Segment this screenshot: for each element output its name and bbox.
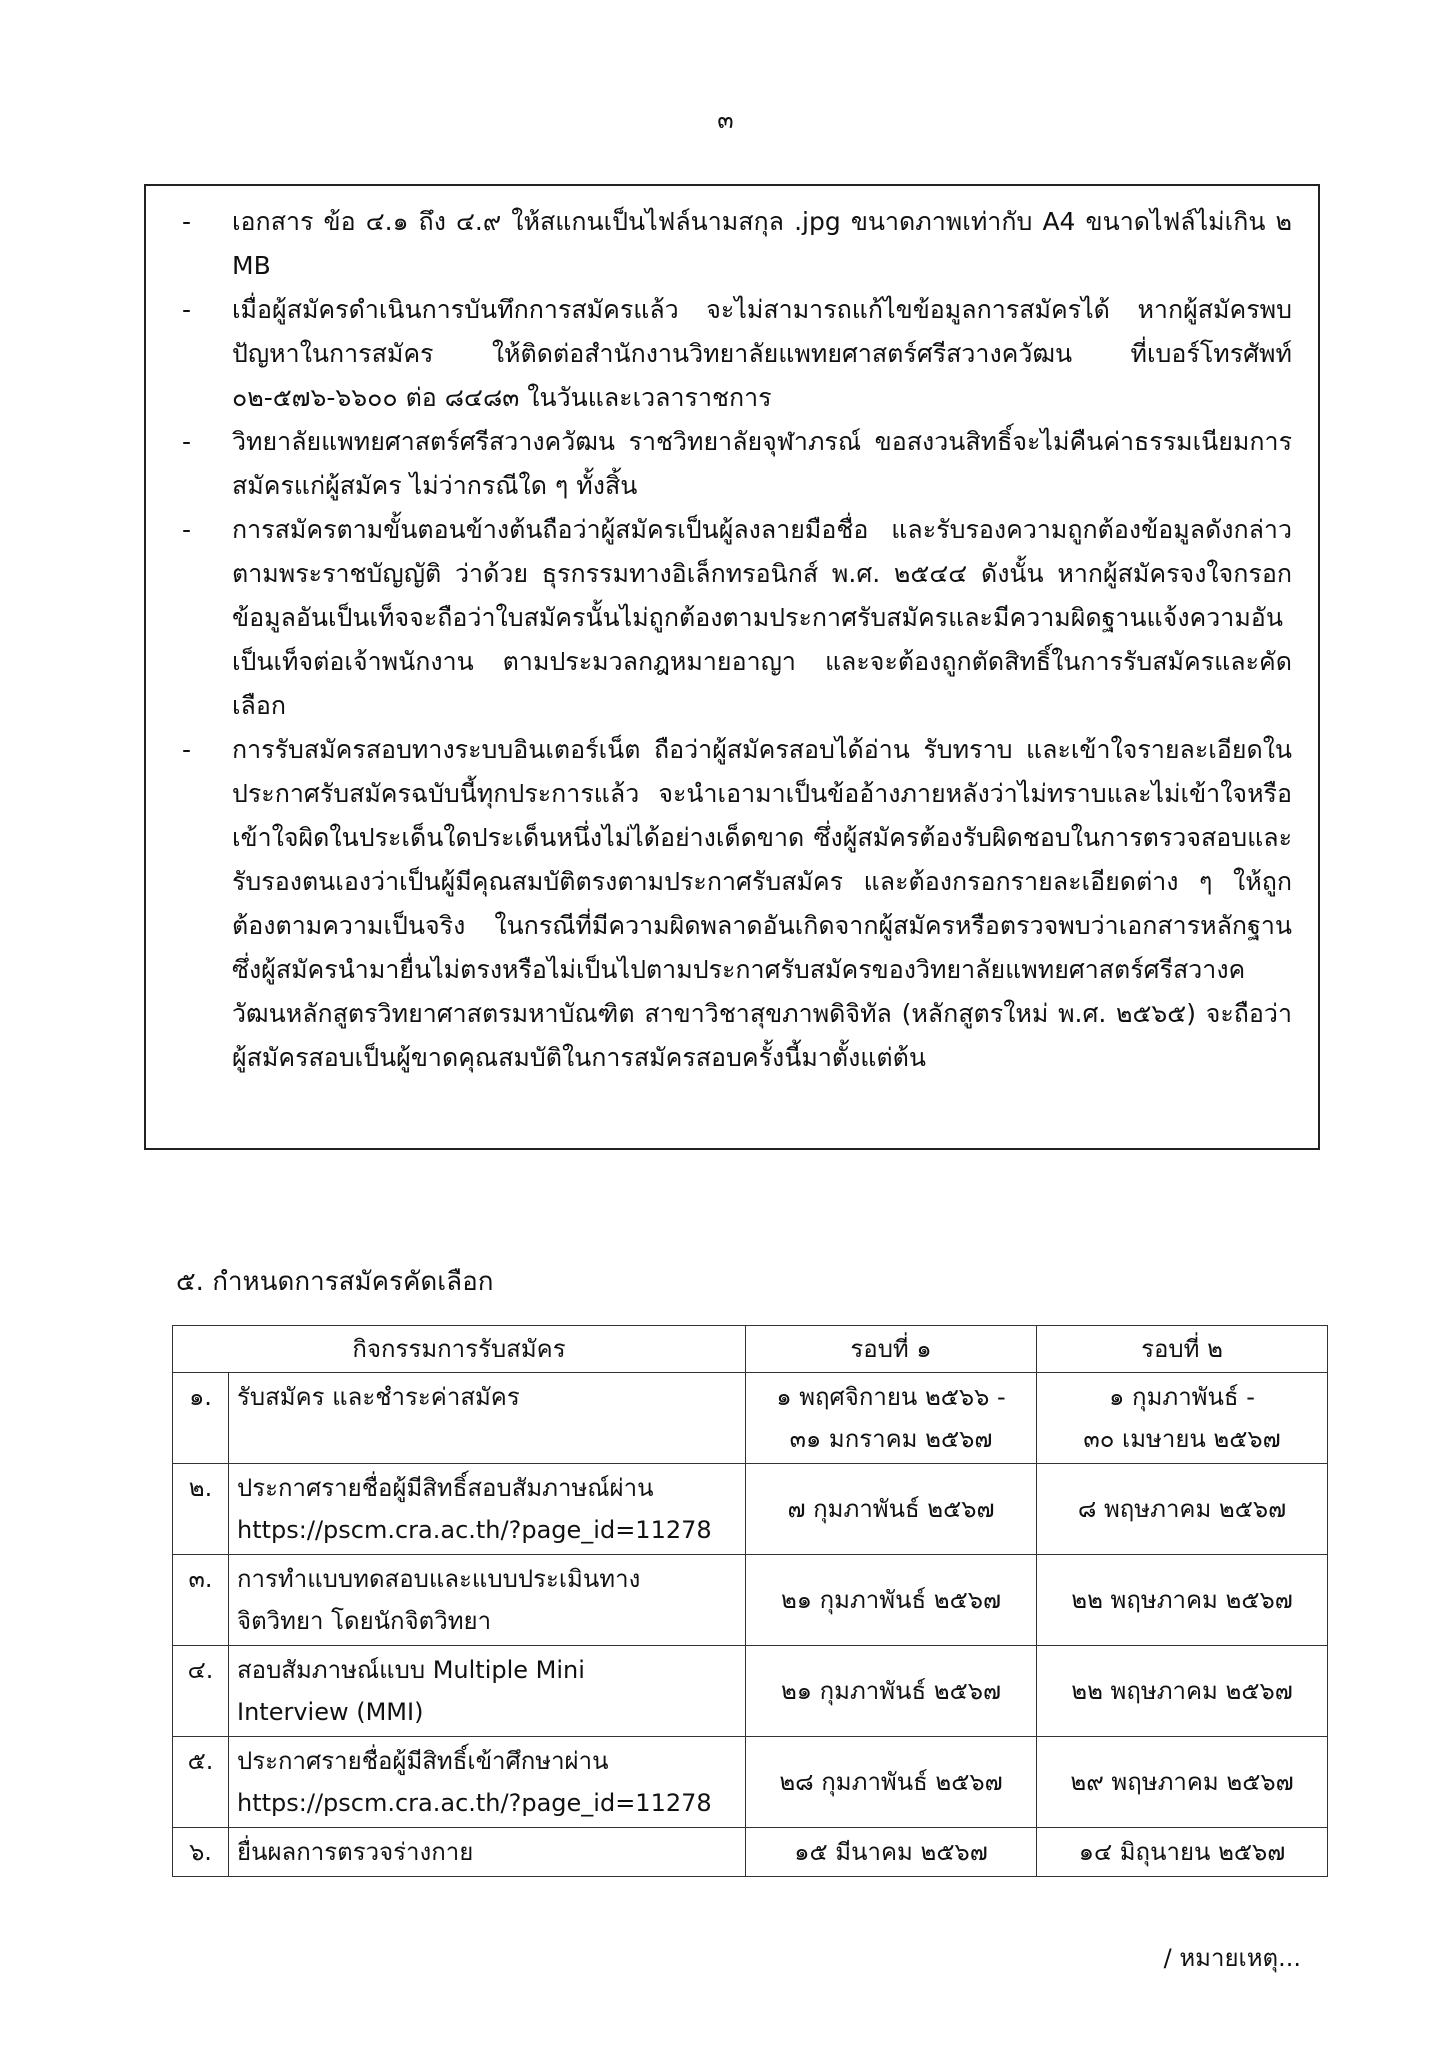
bullet-dash: - xyxy=(182,427,192,456)
schedule-table xyxy=(172,1325,1328,1877)
table-row xyxy=(173,1555,1328,1646)
date-line: ๒๒ พฤษภาคม ๒๕๖๗ xyxy=(1071,1586,1293,1614)
activity-line: รับสมัคร และชำระค่าสมัคร xyxy=(237,1383,520,1411)
round-1-date xyxy=(746,1464,1037,1555)
bullet-dash: - xyxy=(182,735,192,764)
date-line: ๑ พฤศจิกายน ๒๕๖๖ - xyxy=(776,1383,1006,1411)
activity-cell xyxy=(229,1737,746,1828)
row-number: ๖. xyxy=(173,1828,229,1877)
round-2-date xyxy=(1037,1646,1328,1737)
table-row xyxy=(173,1646,1328,1737)
activity-line: https://pscm.cra.ac.th/?page_id=11278 xyxy=(237,1516,712,1544)
row-number: ๒. xyxy=(173,1464,229,1555)
activity-cell xyxy=(229,1555,746,1646)
round-2-date xyxy=(1037,1373,1328,1464)
header-round-1: รอบที่ ๑ xyxy=(746,1326,1037,1373)
date-line: ๓๑ มกราคม ๒๕๖๗ xyxy=(789,1425,993,1453)
row-number: ๓. xyxy=(173,1555,229,1646)
table-row xyxy=(173,1737,1328,1828)
activity-line: https://pscm.cra.ac.th/?page_id=11278 xyxy=(237,1789,712,1817)
header-round-2: รอบที่ ๒ xyxy=(1037,1326,1328,1373)
notice-item xyxy=(182,508,1292,728)
activity-cell xyxy=(229,1828,746,1877)
date-line: ๑๔ มิถุนายน ๒๕๖๗ xyxy=(1078,1838,1286,1866)
page-number: ๓ xyxy=(717,106,734,134)
activity-line: การทำแบบทดสอบและแบบประเมินทาง xyxy=(237,1565,641,1593)
header-activity: กิจกรรมการรับสมัคร xyxy=(173,1326,746,1373)
date-line: ๒๒ พฤษภาคม ๒๕๖๗ xyxy=(1071,1677,1293,1705)
notice-text: วิทยาลัยแพทยศาสตร์ศรีสวางควัฒน ราชวิทยาลัยจุฬาภรณ์ ขอสงวนสิทธิ์จะไม่คืนค่าธรรมเนียมการสมัครแก่ผู้สมัคร ไม่ว่ากรณีใด ๆ ทั้งสิ้น xyxy=(232,427,1292,500)
date-line: ๒๘ กุมภาพันธ์ ๒๕๖๗ xyxy=(779,1768,1003,1796)
activity-line: สอบสัมภาษณ์แบบ Multiple Mini xyxy=(237,1656,585,1684)
bullet-dash: - xyxy=(182,515,192,544)
notice-text: เมื่อผู้สมัครดำเนินการบันทึกการสมัครแล้ว จะไม่สามารถแก้ไขข้อมูลการสมัครได้ หากผู้สมัครพบปัญหาในการสมัคร ให้ติดต่อสำนักงานวิทยาลัยแพทยศาสตร์ศรีสวางควัฒน ที่เบอร์โทรศัพท์ ๐๒-๕๗๖-๖๖๐๐ ต่อ ๘๔๘๓ ในวันและเวลาราชการ xyxy=(232,295,1292,412)
notice-text: การสมัครตามขั้นตอนข้างต้นถือว่าผู้สมัครเป็นผู้ลงลายมือชื่อ และรับรองความถูกต้องข้อมูลดังกล่าวตามพระราชบัญญัติ ว่าด้วย ธุรกรรมทางอิเล็กทรอนิกส์ พ.ศ. ๒๕๔๔ ดังนั้น หากผู้สมัครจงใจกรอกข้อมูลอันเป็นเท็จจะถือว่าใบสมัครนั้นไม่ถูกต้องตามประกาศรับสมัครและมีความผิดฐานแจ้งความอันเป็นเท็จต่อเจ้าพนักงาน ตามประมวลกฎหมายอาญา และจะต้องถูกตัดสิทธิ์ในการรับสมัครและคัดเลือก xyxy=(232,515,1292,720)
notice-text: เอกสาร ข้อ ๔.๑ ถึง ๔.๙ ให้สแกนเป็นไฟล์นามสกุล .jpg ขนาดภาพเท่ากับ A4 ขนาดไฟล์ไม่เกิน ๒ MB xyxy=(232,207,1292,280)
bullet-dash: - xyxy=(182,207,192,236)
notice-box xyxy=(144,184,1320,1150)
notice-item xyxy=(182,420,1292,508)
section-heading: ๕. กำหนดการสมัครคัดเลือก xyxy=(176,1267,494,1297)
round-2-date xyxy=(1037,1464,1328,1555)
activity-line: Interview (MMI) xyxy=(237,1698,424,1726)
date-line: ๑ กุมภาพันธ์ - xyxy=(1109,1383,1255,1411)
table-row xyxy=(173,1464,1328,1555)
activity-cell xyxy=(229,1373,746,1464)
date-line: ๒๑ กุมภาพันธ์ ๒๕๖๗ xyxy=(780,1677,1002,1705)
round-1-date xyxy=(746,1737,1037,1828)
round-2-date xyxy=(1037,1555,1328,1646)
round-2-date xyxy=(1037,1828,1328,1877)
activity-line: ยื่นผลการตรวจร่างกาย xyxy=(237,1838,474,1866)
notice-item xyxy=(182,288,1292,420)
date-line: ๘ พฤษภาคม ๒๕๖๗ xyxy=(1077,1495,1287,1523)
round-2-date xyxy=(1037,1737,1328,1828)
round-1-date xyxy=(746,1555,1037,1646)
notice-item xyxy=(182,728,1292,1080)
round-1-date xyxy=(746,1373,1037,1464)
table-header-row xyxy=(173,1326,1328,1373)
date-line: ๒๑ กุมภาพันธ์ ๒๕๖๗ xyxy=(780,1586,1002,1614)
table-row xyxy=(173,1373,1328,1464)
row-number: ๑. xyxy=(173,1373,229,1464)
date-line: ๓๐ เมษายน ๒๕๖๗ xyxy=(1083,1425,1281,1453)
notice-item xyxy=(182,200,1292,288)
table-row xyxy=(173,1828,1328,1877)
date-line: ๗ กุมภาพันธ์ ๒๕๖๗ xyxy=(787,1495,995,1523)
activity-line: ประกาศรายชื่อผู้มีสิทธิ์สอบสัมภาษณ์ผ่าน xyxy=(237,1474,654,1502)
bullet-dash: - xyxy=(182,295,192,324)
round-1-date xyxy=(746,1828,1037,1877)
notice-text: การรับสมัครสอบทางระบบอินเตอร์เน็ต ถือว่าผู้สมัครสอบได้อ่าน รับทราบ และเข้าใจรายละเอียดในประกาศรับสมัครฉบับนี้ทุกประการแล้ว จะนำเอามาเป็นข้ออ้างภายหลังว่าไม่ทราบและไม่เข้าใจหรือเข้าใจผิดในประเด็นใดประเด็นหนึ่งไม่ได้อย่างเด็ดขาด ซึ่งผู้สมัครต้องรับผิดชอบในการตรวจสอบและรับรองตนเองว่าเป็นผู้มีคุณสมบัติตรงตามประกาศรับสมัคร และต้องกรอกรายละเอียดต่าง ๆ ให้ถูกต้องตามความเป็นจริง ในกรณีที่มีความผิดพลาดอันเกิดจากผู้สมัครหรือตรวจพบว่าเอกสารหลักฐานซึ่งผู้สมัครนำมายื่นไม่ตรงหรือไม่เป็นไปตามประกาศรับสมัครของวิทยาลัยแพทยศาสตร์ศรีสวางควัฒนหลักสูตรวิทยาศาสตรมหาบัณฑิต สาขาวิชาสุขภาพดิจิทัล (หลักสูตรใหม่ พ.ศ. ๒๕๖๕) จะถือว่าผู้สมัครสอบเป็นผู้ขาดคุณสมบัติในการสมัครสอบครั้งนี้มาตั้งแต่ต้น xyxy=(232,735,1292,1072)
date-line: ๒๙ พฤษภาคม ๒๕๖๗ xyxy=(1070,1768,1294,1796)
round-1-date xyxy=(746,1646,1037,1737)
footer-note: / หมายเหตุ... xyxy=(1163,1944,1301,1972)
activity-line: ประกาศรายชื่อผู้มีสิทธิ์เข้าศึกษาผ่าน xyxy=(237,1747,609,1775)
activity-cell xyxy=(229,1646,746,1737)
date-line: ๑๕ มีนาคม ๒๕๖๗ xyxy=(794,1838,988,1866)
row-number: ๕. xyxy=(173,1737,229,1828)
row-number: ๔. xyxy=(173,1646,229,1737)
activity-cell xyxy=(229,1464,746,1555)
activity-line: จิตวิทยา โดยนักจิตวิทยา xyxy=(237,1607,492,1635)
